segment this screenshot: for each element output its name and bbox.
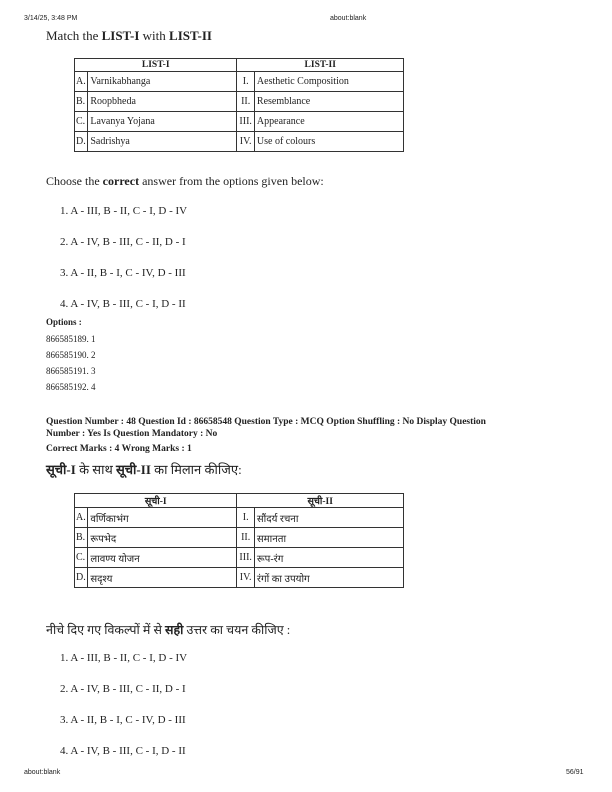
prompt-text: Match the — [46, 28, 102, 43]
choose-text-hi: नीचे दिए गए विकल्पों में से — [46, 623, 166, 637]
prompt-list1: LIST-I — [101, 28, 140, 43]
table-row — [75, 568, 404, 588]
prompt-list2: LIST-II — [169, 28, 212, 43]
options-label: Options : — [46, 317, 82, 327]
table-row — [75, 92, 404, 112]
row-desc: Appearance — [254, 112, 403, 132]
option-id: 866585191. 3 — [46, 366, 96, 376]
row-item: Varnikabhanga — [88, 72, 237, 92]
question-prompt-hi — [46, 460, 242, 478]
table-row — [75, 548, 404, 568]
row-num: II. — [237, 92, 254, 112]
row-num: I. — [237, 508, 254, 528]
row-desc: रूप-रंग — [254, 548, 403, 568]
row-item: Roopbheda — [88, 92, 237, 112]
table-row — [75, 508, 404, 528]
option-id: 866585190. 2 — [46, 350, 96, 360]
table-header-list2: LIST-II — [237, 59, 404, 72]
match-table-hi — [74, 493, 404, 588]
option-id: 866585192. 4 — [46, 382, 96, 392]
match-table-en — [74, 58, 404, 152]
row-num: III. — [237, 548, 254, 568]
question-meta-line1: Question Number : 48 Question Id : 86658548 Question Type : MCQ Option Shuffling : No Display Question — [46, 417, 486, 427]
prompt-list1-hi: सूची-I — [46, 462, 76, 477]
row-key: B. — [75, 92, 88, 112]
table-header-list1: LIST-I — [75, 59, 237, 72]
question-marks: Correct Marks : 4 Wrong Marks : 1 — [46, 444, 192, 454]
row-num: I. — [237, 72, 254, 92]
row-desc: सौंदर्य रचना — [254, 508, 403, 528]
choose-text: Choose the — [46, 174, 103, 188]
row-item: वर्णिकाभंग — [88, 508, 237, 528]
row-item: Sadrishya — [88, 132, 237, 152]
answer-option: 1. A - III, B - II, C - I, D - IV — [60, 205, 188, 217]
answer-option: 3. A - II, B - I, C - IV, D - III — [60, 714, 186, 726]
row-num: II. — [237, 528, 254, 548]
question-meta-line2: Number : Yes Is Question Mandatory : No — [46, 429, 218, 439]
row-desc: Aesthetic Composition — [254, 72, 403, 92]
prompt-text-hi: के साथ — [75, 462, 117, 477]
answer-option: 2. A - IV, B - III, C - II, D - I — [60, 683, 186, 695]
prompt-text-mid: with — [139, 28, 170, 43]
row-desc: रंगों का उपयोग — [254, 568, 403, 588]
table-row — [75, 132, 404, 152]
table-row — [75, 528, 404, 548]
row-key: B. — [75, 528, 88, 548]
table-row — [75, 72, 404, 92]
choose-text-hi-end: उत्तर का चयन कीजिए : — [183, 623, 291, 637]
row-num: IV. — [237, 132, 254, 152]
choose-bold-hi: सही — [165, 623, 184, 637]
row-key: C. — [75, 112, 88, 132]
answer-option: 4. A - IV, B - III, C - I, D - II — [60, 298, 186, 310]
row-item: लावण्य योजन — [88, 548, 237, 568]
footer-url: about:blank — [24, 769, 61, 776]
prompt-list2-hi: सूची-II — [116, 462, 151, 477]
row-item: सदृश्य — [88, 568, 237, 588]
row-desc: Use of colours — [254, 132, 403, 152]
option-id: 866585189. 1 — [46, 334, 96, 344]
choose-instruction — [46, 174, 324, 189]
page-number: 56/91 — [566, 769, 584, 776]
row-desc: Resemblance — [254, 92, 403, 112]
row-key: D. — [75, 568, 88, 588]
prompt-text-hi-end: का मिलान कीजिए: — [150, 462, 242, 477]
row-num: III. — [237, 112, 254, 132]
answer-option: 3. A - II, B - I, C - IV, D - III — [60, 267, 186, 279]
row-desc: समानता — [254, 528, 403, 548]
row-item: Lavanya Yojana — [88, 112, 237, 132]
row-num: IV. — [237, 568, 254, 588]
choose-text-end: answer from the options given below: — [139, 174, 324, 188]
row-key: A. — [75, 72, 88, 92]
row-key: C. — [75, 548, 88, 568]
choose-bold: correct — [102, 174, 140, 188]
print-datetime: 3/14/25, 3:48 PM — [24, 15, 78, 22]
question-prompt — [46, 28, 212, 44]
choose-instruction-hi — [46, 621, 290, 638]
table-header-list1: सूची-I — [75, 494, 237, 508]
table-header-list2: सूची-II — [237, 494, 404, 508]
answer-option: 1. A - III, B - II, C - I, D - IV — [60, 652, 188, 664]
table-row — [75, 112, 404, 132]
row-item: रूपभेद — [88, 528, 237, 548]
answer-option: 4. A - IV, B - III, C - I, D - II — [60, 745, 186, 757]
row-key: D. — [75, 132, 88, 152]
print-url: about:blank — [330, 15, 367, 22]
row-key: A. — [75, 508, 88, 528]
answer-option: 2. A - IV, B - III, C - II, D - I — [60, 236, 186, 248]
